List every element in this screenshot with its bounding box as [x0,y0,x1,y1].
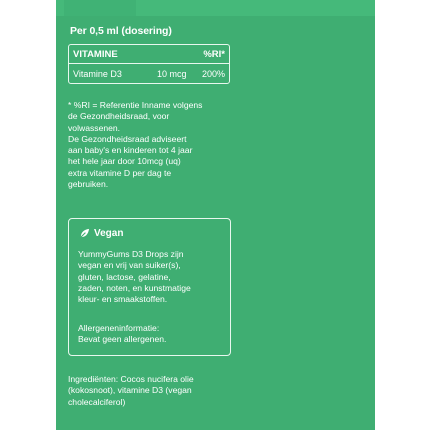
ri-footnote: * %RI = Referentie Inname volgens de Gezondheidsraad, voor volwassenen. De Gezondheidsraad adviseert aan baby's en kinderen tot 4 jaar het hele jaar door 10mcg (uq) extra vitamine D per dag te gebruiken. [68,100,203,190]
vegan-title-text: Vegan [94,228,124,239]
panel-top-band [56,0,375,16]
leaf-icon [79,228,90,239]
vegan-description: YummyGums D3 Drops zijn vegan en vrij van suiker(s), gluten, lactose, gelatine, zaden, noten, en kunstmatige kleur- en smaakstoffen. [78,249,191,305]
row-vitamin-percent: 200% [201,69,225,79]
nutrition-table [68,44,230,84]
header-ri: %RI* [203,49,225,60]
row-vitamin-name: Vitamine D3 [73,69,122,79]
nutrition-table-row [69,65,229,83]
allergen-info: Allergeneninformatie: Bevat geen allergenen. [78,323,167,345]
vegan-title [79,228,123,239]
ingredients: Ingrediënten: Cocos nucifera olie (kokosnoot), vitamine D3 (vegan cholecalciferol) [68,374,194,407]
nutrition-table-header [69,45,229,64]
vegan-box [68,218,231,356]
dosage-heading: Per 0,5 ml (dosering) [70,25,172,37]
header-vitamine: VITAMINE [73,49,118,60]
panel-top-lip [64,0,136,16]
row-vitamin-amount: 10 mcg [157,69,187,79]
